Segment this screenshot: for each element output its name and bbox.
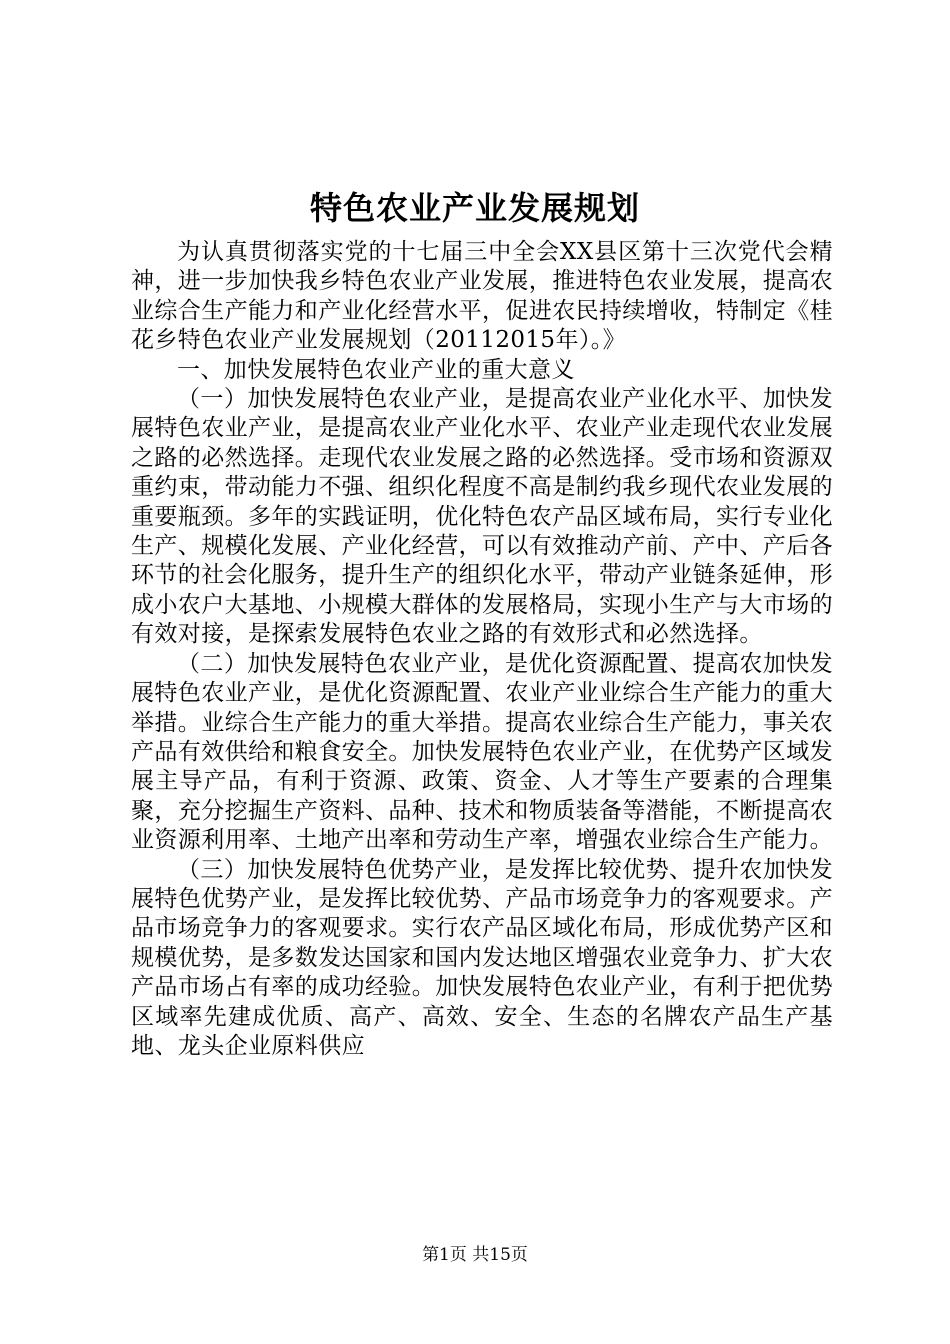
section-heading: 一、加快发展特色农业产业的重大意义 [177, 356, 575, 383]
paragraph-1: （一）加快发展特色农业产业，是提高农业产业化水平、加快发展特色农业产业，是提高农业产业化水平、农业产业走现代农业发展之路的必然选择。走现代农业发展之路的必然选择。受市场和资源双重约束，带动能力不强、组织化程度不高是制约我乡现代农业发展的重要瓶颈。多年的实践证明，优化特色农产品区域布局，实行专业化生产、规模化发展、产业化经营，可以有效推动产前、产中、产后各环节的社会化服务，提升生产的组织化水平，带动产业链条延伸，形成小农户大基地、小规模大群体的发展格局，实现小生产与大市场的有效对接，是探索发展特色农业之路的有效形式和必然选择。 [131, 386, 833, 648]
intro-paragraph: 为认真贯彻落实党的十七届三中全会XX县区第十三次党代会精神，进一步加快我乡特色农业产业发展，推进特色农业发展，提高农业综合生产能力和产业化经营水平，促进农民持续增收，特制定《桂花乡特色农业产业发展规划（20112015年）。》 [131, 239, 833, 354]
paragraph-2: （二）加快发展特色农业产业，是优化资源配置、提高农加快发展特色农业产业，是优化资源配置、农业产业业综合生产能力的重大举措。业综合生产能力的重大举措。提高农业综合生产能力，事关农产品有效供给和粮食安全。加快发展特色农业产业，在优势产区域发展主导产品，有利于资源、政策、资金、人才等生产要素的合理集聚，充分挖掘生产资料、品种、技术和物质装备等潜能，不断提高农业资源利用率、土地产出率和劳动生产率，增强农业综合生产能力。 [131, 650, 833, 854]
page-footer: 第1页 共15页 [422, 1245, 528, 1265]
document-body [131, 238, 833, 1061]
paragraph-3: （三）加快发展特色优势产业，是发挥比较优势、提升农加快发展特色优势产业，是发挥比较优势、产品市场竞争力的客观要求。产品市场竞争力的客观要求。实行农产品区域化布局，形成优势产区和规模优势，是多数发达国家和国内发达地区增强农业竞争力、扩大农产品市场占有率的成功经验。加快发展特色农业产业，有利于把优势区域率先建成优质、高产、高效、安全、生态的名牌农产品生产基地、龙头企业原料供应 [131, 856, 833, 1059]
document-title: 特色农业产业发展规划 [309, 189, 640, 227]
